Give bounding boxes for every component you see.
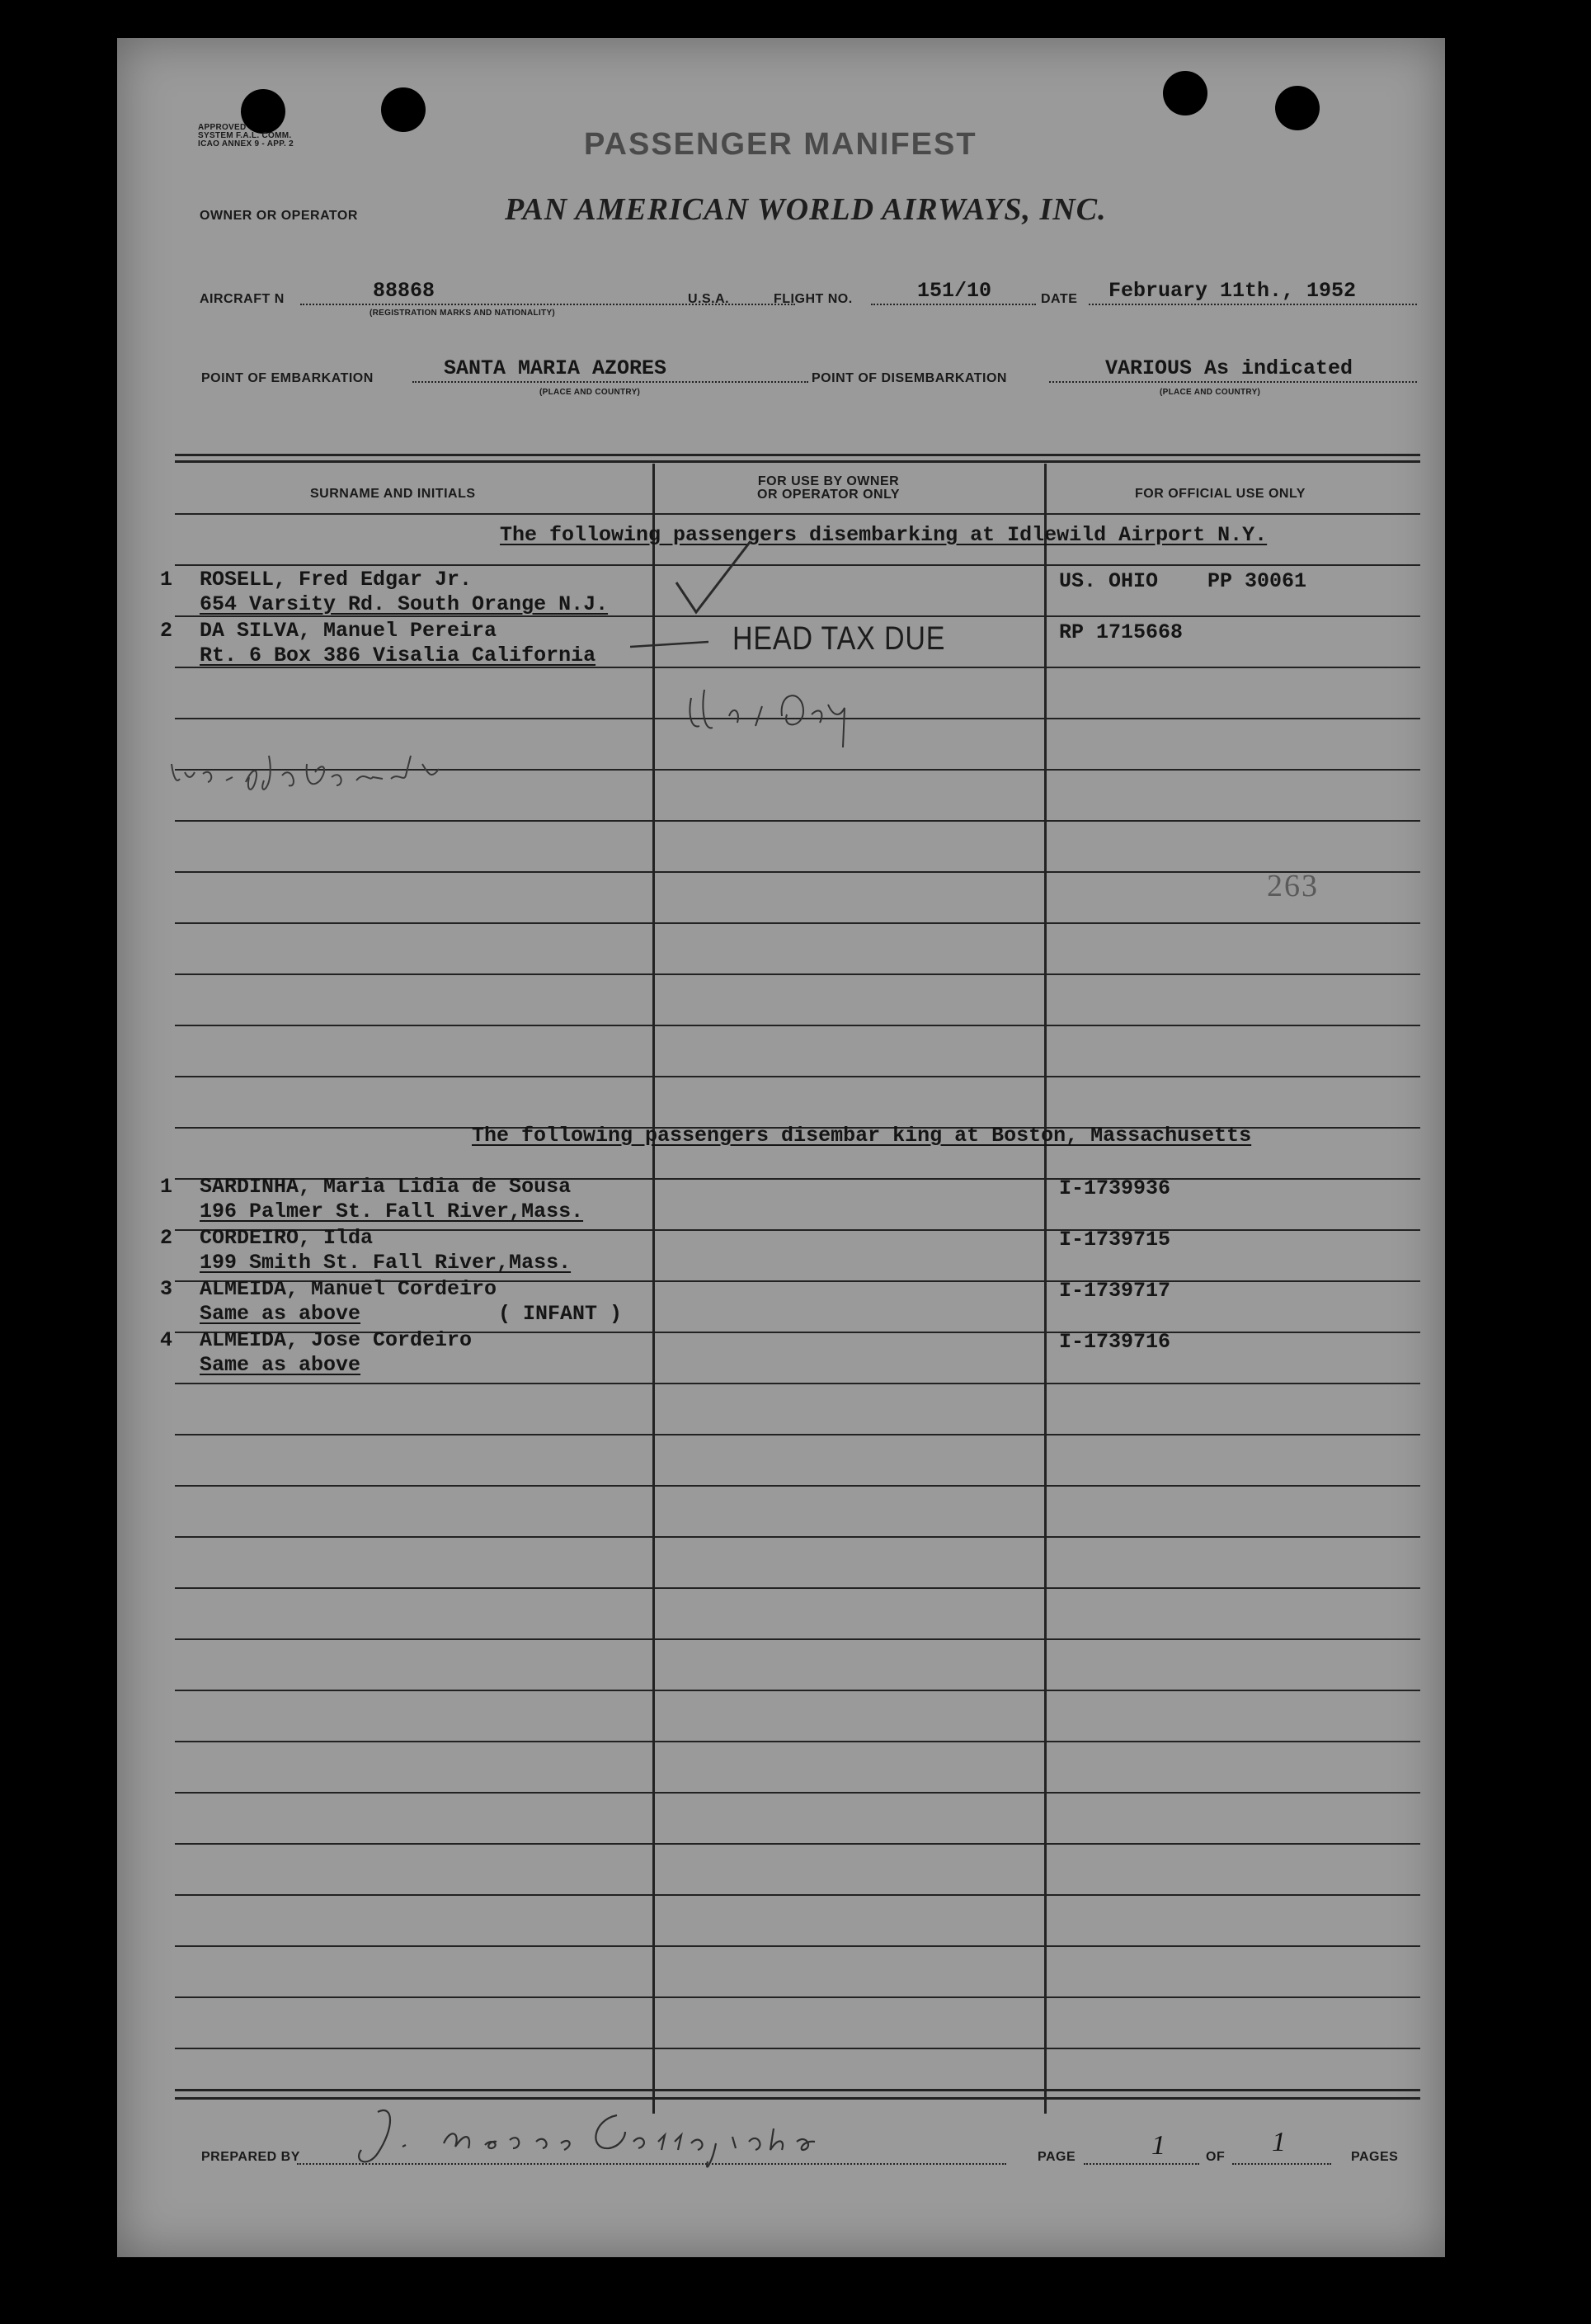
row-rule <box>175 1076 1420 1077</box>
col-header-official: FOR OFFICIAL USE ONLY <box>1135 487 1306 501</box>
flight-label: FLIGHT NO. <box>774 292 853 306</box>
passenger-name: ROSELL, Fred Edgar Jr. <box>200 568 473 592</box>
col-header-surname: SURNAME AND INITIALS <box>310 487 476 501</box>
passenger-name: ALMEIDA, Manuel Cordeiro <box>200 1277 497 1301</box>
column-divider <box>1044 464 1047 2114</box>
of-label: OF <box>1206 2150 1226 2164</box>
prepared-by-label: PREPARED BY <box>201 2150 300 2164</box>
passenger-number: 3 <box>160 1277 173 1301</box>
passenger-address: 654 Varsity Rd. South Orange N.J. <box>200 592 609 616</box>
passenger-number: 2 <box>160 619 173 643</box>
row-rule <box>175 1894 1420 1896</box>
manifest-sheet <box>117 38 1445 2257</box>
passenger-name: SARDINHA, Maria Lidia de Sousa <box>200 1175 572 1199</box>
passenger-note: ( INFANT ) <box>498 1302 623 1326</box>
passenger-address: Rt. 6 Box 386 Visalia California <box>200 643 596 667</box>
punch-hole <box>1275 86 1320 130</box>
row-rule <box>175 1434 1420 1435</box>
punch-hole <box>381 87 426 132</box>
passenger-number: 4 <box>160 1328 173 1352</box>
row-rule <box>175 922 1420 924</box>
page-label: PAGE <box>1038 2150 1076 2164</box>
passenger-name: DA SILVA, Manuel Pereira <box>200 619 497 643</box>
handwritten-initials-icon <box>680 665 878 756</box>
row-rule <box>175 820 1420 822</box>
aircraft-value: 88868 <box>373 279 435 303</box>
disembarkation-value: VARIOUS As indicated <box>1105 356 1353 380</box>
pages-label: PAGES <box>1351 2150 1399 2164</box>
nationality-label: U.S.A. <box>688 292 730 306</box>
owner-label: OWNER OR OPERATOR <box>200 209 358 223</box>
preparer-signature-icon <box>345 2095 922 2186</box>
row-rule <box>175 1741 1420 1742</box>
date-value: February 11th., 1952 <box>1109 279 1357 303</box>
passenger-address: 196 Palmer St. Fall River,Mass. <box>200 1200 584 1223</box>
passenger-address: Same as above <box>200 1353 361 1377</box>
head-tax-stamp: HEAD TAX DUE <box>732 620 946 657</box>
aircraft-label: AIRCRAFT N <box>200 292 285 306</box>
row-rule <box>175 1996 1420 1998</box>
embarkation-label: POINT OF EMBARKATION <box>201 371 374 385</box>
table-bottom-rule <box>175 2089 1420 2091</box>
column-divider <box>652 464 655 2114</box>
of-line <box>1232 2163 1331 2165</box>
date-label: DATE <box>1041 292 1078 306</box>
passenger-number: 1 <box>160 1175 173 1199</box>
page-title: PASSENGER MANIFEST <box>584 127 977 162</box>
row-rule <box>175 1792 1420 1794</box>
row-rule <box>175 2048 1420 2049</box>
official-entry: I-1739715 <box>1059 1228 1171 1252</box>
row-rule <box>175 1025 1420 1026</box>
embarkation-value: SANTA MARIA AZORES <box>444 356 667 380</box>
row-rule <box>175 1690 1420 1691</box>
passenger-name: ALMEIDA, Jose Cordeiro <box>200 1328 473 1352</box>
group-heading: The following passengers disembar king at Boston, Massachusetts <box>472 1124 1252 1148</box>
passenger-name: CORDEIRO, Ilda <box>200 1226 374 1250</box>
row-rule <box>175 564 1420 566</box>
row-rule <box>175 1485 1420 1487</box>
official-entry: I-1739936 <box>1059 1176 1171 1200</box>
page-serial: 263 <box>1267 869 1319 903</box>
row-rule <box>175 1383 1420 1384</box>
embarkation-line <box>412 381 808 383</box>
official-entry: RP 1715668 <box>1059 620 1184 644</box>
row-rule <box>175 871 1420 873</box>
row-rule <box>175 1587 1420 1589</box>
table-top-rule <box>175 460 1420 463</box>
embarkation-caption: (PLACE AND COUNTRY) <box>539 388 641 397</box>
row-rule <box>175 973 1420 975</box>
passenger-number: 1 <box>160 568 173 592</box>
table-top-rule <box>175 454 1420 456</box>
signature-left-icon <box>167 731 579 805</box>
flight-value: 151/10 <box>917 279 992 303</box>
date-line <box>1089 304 1417 305</box>
passenger-address: Same as above <box>200 1302 361 1326</box>
punch-hole <box>1163 71 1207 115</box>
page-line <box>1084 2163 1199 2165</box>
row-rule <box>175 1638 1420 1640</box>
row-rule <box>175 1843 1420 1845</box>
approval-note: APPROVED SYSTEM F.A.L. COMM. ICAO ANNEX 9 - APP. 2 <box>198 123 294 148</box>
row-rule <box>175 1945 1420 1947</box>
flight-line <box>871 304 1036 305</box>
page-number: 1 <box>1151 2130 1165 2161</box>
col-header-owner: FOR USE BY OWNER OR OPERATOR ONLY <box>757 474 901 502</box>
official-entry: US. OHIO PP 30061 <box>1059 569 1307 593</box>
group-heading: The following passengers disembarking at Idlewild Airport N.Y. <box>500 523 1268 547</box>
check-mark-icon <box>661 533 760 632</box>
row-rule <box>175 513 1420 515</box>
row-rule <box>175 1536 1420 1538</box>
aircraft-caption: (REGISTRATION MARKS AND NATIONALITY) <box>370 309 556 318</box>
page-total: 1 <box>1272 2127 1286 2157</box>
passenger-number: 2 <box>160 1226 173 1250</box>
disembarkation-line <box>1049 381 1417 383</box>
passenger-address: 199 Smith St. Fall River,Mass. <box>200 1251 572 1275</box>
disembarkation-caption: (PLACE AND COUNTRY) <box>1160 388 1261 397</box>
official-entry: I-1739716 <box>1059 1330 1171 1354</box>
official-entry: I-1739717 <box>1059 1279 1171 1303</box>
disembarkation-label: POINT OF DISEMBARKATION <box>812 371 1007 385</box>
connector-mark-icon <box>630 637 713 653</box>
owner-value: PAN AMERICAN WORLD AIRWAYS, INC. <box>505 192 1107 227</box>
